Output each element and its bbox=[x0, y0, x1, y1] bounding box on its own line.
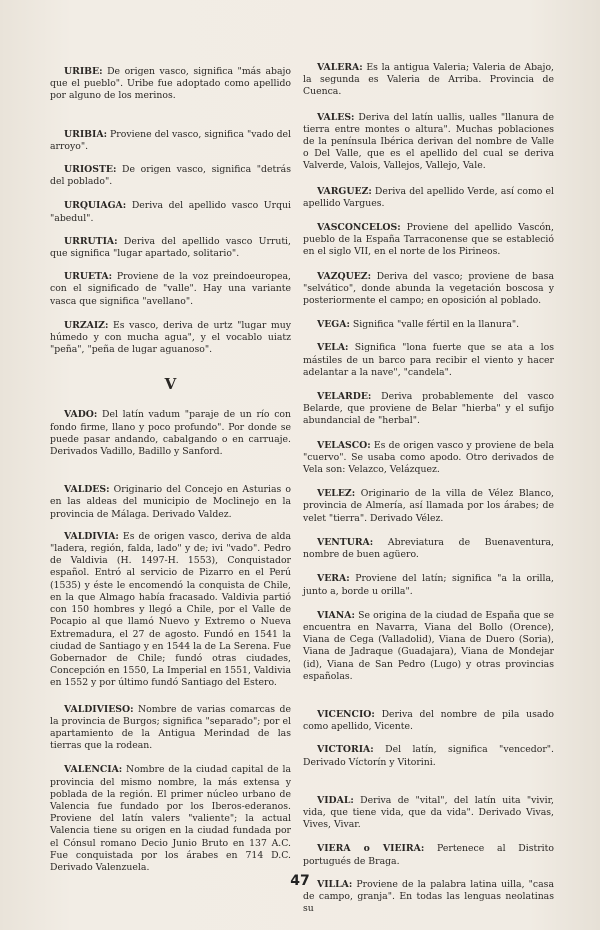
entry-vega bbox=[303, 319, 554, 331]
entry-headword: VALDIVIA: bbox=[64, 530, 119, 542]
entry-headword: URIBE: bbox=[64, 66, 103, 77]
entry-headword: VAZQUEZ: bbox=[317, 270, 372, 282]
entry-text: Significa "valle fértil en la llanura". bbox=[349, 319, 520, 331]
entry-text: Proviene de la voz preindoeuropea, con el significado de "valle". Hay una variante vasca que significa "avellano". bbox=[50, 271, 291, 307]
entry-headword: VELEZ: bbox=[317, 488, 356, 500]
entry-headword: URIOSTE: bbox=[64, 164, 117, 176]
page-number: 47 bbox=[290, 873, 310, 889]
section-letter: V bbox=[164, 375, 177, 394]
entry-headword: VALENCIA: bbox=[64, 764, 123, 776]
entry-text: Proviene del latín; significa "a la orilla, junto a, borde u orilla". bbox=[303, 573, 554, 597]
entry-text: Proviene de la palabra latina uilla, "casa de campo, granja". En todas las lenguas neolatinas su bbox=[303, 878, 554, 915]
entry-headword: URUETA: bbox=[64, 271, 113, 283]
entry-text: Originario de la villa de Vélez Blanco, provincia de Almería, así llamada por los árabes; de velet "tierra". Derivado Vélez. bbox=[303, 488, 554, 524]
entry-text: Nombre de la ciudad capital de la provincia del mismo nombre, la más extensa y poblada de la región. El primer núcleo urbano de Valencia fue fundado por los Iberos-ederanos. Proviene del latín valers "valiente"; la actual Valencia tiene su origen en la ciudad fundada por el Cónsul romano Decio Junio Bruto en 137 A.C. Fue conquistada por los árabes en 714 D.C. Derivado Valenzuela. bbox=[50, 764, 291, 873]
entry-headword: VALDIVIESO: bbox=[64, 703, 134, 715]
entry-urioste bbox=[50, 164, 291, 188]
entry-valera bbox=[303, 62, 554, 99]
entry-headword: URZAIZ: bbox=[64, 319, 109, 331]
entry-text: De origen vasco, significa "más abajo que el pueblo". Uribe fue adoptado como apellido por alguno de los merinos. bbox=[50, 66, 291, 102]
entry-velez bbox=[303, 488, 554, 525]
entry-text: Pertenece al Distrito portugués de Braga. bbox=[303, 843, 554, 867]
entry-viera bbox=[303, 843, 554, 867]
entry-velasco bbox=[303, 440, 554, 477]
entry-vales bbox=[303, 112, 554, 173]
entry-uribia bbox=[50, 129, 291, 153]
entry-valdivieso bbox=[50, 704, 291, 753]
entry-velarde bbox=[303, 391, 554, 428]
entry-vazquez bbox=[303, 271, 554, 308]
entry-text: Deriva del apellido vasco Urruti, que significa "lugar apartado, solitario". bbox=[50, 235, 291, 260]
entry-valencia bbox=[50, 764, 291, 874]
entry-headword: VILLA: bbox=[317, 878, 353, 890]
entry-text: Deriva de "vital", del latín uita "vivir, vida, que tiene vida, que da vida". Derivado Vivas, Vives, Vivar. bbox=[303, 794, 554, 831]
entry-headword: VIERA o VIEIRA: bbox=[317, 843, 425, 855]
entry-urzaiz bbox=[50, 320, 291, 357]
entry-text: Se origina de la ciudad de España que se encuentra en Navarra, Viana del Bollo (Orence), Viana de Cega (Valladolid), Viana de Duero (Soria), Viana de Jadraque (Guadajara), Viana de Mondejar (id), Viana de San Pedro (Lugo) y otras provincias españolas. bbox=[303, 609, 554, 682]
entry-text: Del latín, significa "vencedor". Derivado Víctorín y Vitorini. bbox=[303, 744, 554, 768]
entry-headword: VALES: bbox=[317, 111, 355, 123]
entry-valdivia bbox=[50, 531, 291, 690]
entry-headword: VARGUEZ: bbox=[317, 185, 372, 197]
entry-text: Es de origen vasco y proviene de bela "cuervo". Se usaba como apodo. Otro derivados de Vela son: Velazco, Velázquez. bbox=[303, 439, 554, 476]
entry-valdes bbox=[50, 484, 291, 521]
entry-headword: VELASCO: bbox=[317, 439, 371, 451]
entry-text: Es vasco, deriva de urtz "lugar muy húmedo y con mucha agua", y el vocablo uiatz "peña", "peña de lugar aguanoso". bbox=[50, 319, 291, 356]
entry-text: Nombre de varias comarcas de la provincia de Burgos; significa "separado"; por el apartamiento de la Antigua Merindad de las tierras que la rodean. bbox=[50, 703, 291, 752]
entry-victoria bbox=[303, 744, 554, 768]
entry-text: Deriva del nombre de pila usado como apellido, Vicente. bbox=[303, 708, 554, 733]
entry-vela bbox=[303, 342, 554, 379]
entry-headword: VIANA: bbox=[317, 609, 355, 621]
entry-headword: URQUIAGA: bbox=[64, 200, 127, 212]
entry-text: Deriva probablemente del vasco Belarde, que proviene de Belar "hierba" y el sufijo abundancial de "herbal". bbox=[303, 391, 554, 427]
entry-text: Es de origen vasco, deriva de alda "ladera, región, falda, lado" y de; ivi "vado". Pedro de Valdivia (H. 1497-H. 1553), Conquistador español. Entró al servicio de Pizarro en el Perú (1535) y éste le encomendó la conquista de Chile, en la que Almago había fracasado. Valdivia partió con 150 hombres y llegó a Chile, por el Valle de Pocapio al que llamó Nuevo y Extremo o Nueva Extremadura, el 27 de agosto. Fundó en 1541 la ciudad de Santiago y en 1544 la de La Serena. Fue Gobernador de Chile; fundó otras ciudades, Concepción en 1550, La Imperial en 1551, Valdivia en 1552 y por último fundó Santiago del Estero. bbox=[50, 530, 291, 689]
right-column bbox=[303, 62, 554, 915]
entry-text: Deriva del apellido vasco Urqui "abedul". bbox=[50, 200, 291, 224]
entry-headword: VALDES: bbox=[64, 484, 110, 496]
entry-vado bbox=[50, 409, 291, 458]
entry-text: Proviene del vasco, significa "vado del arroyo". bbox=[50, 128, 291, 152]
entry-text: Significa "lona fuerte que se ata a los mástiles de un barco para recibir el viento y hacer adelantar a la nave", "candela". bbox=[303, 342, 554, 378]
entry-text: Proviene del apellido Vascón, pueblo de la España Tarraconense que se estableció en el siglo VII, en el norte de los Pirineos. bbox=[303, 222, 554, 258]
entry-text: Es la antigua Valeria; Valeria de Abajo, la segunda es Valeria de Arriba. Provincia de Cuenca. bbox=[303, 62, 554, 98]
entry-text: Deriva del vasco; proviene de basa "selvático", donde abunda la vegetación boscosa y posteriormente el campo; en oposición al poblado. bbox=[303, 270, 554, 307]
entry-headword: VICENCIO: bbox=[317, 708, 375, 720]
entry-text: Del latín vadum "paraje de un río con fondo firme, llano y poco profundo". Por donde se puede pasar andando, cabalgando o en carruaje. Derivados Vadillo, Badillo y Sanford. bbox=[50, 409, 291, 458]
entry-text: Originario del Concejo en Asturias o en las aldeas del municipio de Moclinejo en la provincia de Málaga. Derivado Valdez. bbox=[50, 484, 291, 520]
entry-text: Deriva del apellido Verde, así como el apellido Vargues. bbox=[303, 185, 554, 209]
entry-headword: VICTORIA: bbox=[317, 744, 374, 756]
entry-vidal bbox=[303, 795, 554, 832]
entry-headword: VERA: bbox=[317, 573, 350, 585]
entry-headword: VIDAL: bbox=[317, 794, 354, 806]
entry-viana bbox=[303, 610, 554, 683]
left-column bbox=[50, 62, 291, 874]
entry-text: Deriva del latín uallis, ualles "llanura de tierra entre montes o altura". Muchas poblaciones de la península Ibérica derivan del nombre de Valle o Del Valle, que es el apellido del cual se deriva Valverde, Valois, Vallejos, Vallejo, Vale. bbox=[303, 111, 554, 172]
entry-headword: URIBIA: bbox=[64, 128, 108, 140]
entry-headword: VASCONCELOS: bbox=[317, 222, 401, 234]
entry-text: De origen vasco, significa "detrás del poblado". bbox=[50, 164, 291, 188]
entry-headword: URRUTIA: bbox=[64, 235, 118, 247]
entry-urquiaga bbox=[50, 200, 291, 224]
entry-vicencio bbox=[303, 709, 554, 733]
entry-vera bbox=[303, 573, 554, 597]
entry-headword: VENTURA: bbox=[317, 536, 374, 548]
entry-headword: VALERA: bbox=[317, 62, 363, 73]
entry-vasconcelos bbox=[303, 222, 554, 259]
entry-varguez bbox=[303, 186, 554, 210]
entry-urueta bbox=[50, 271, 291, 308]
entry-ventura bbox=[303, 537, 554, 561]
entry-uribe bbox=[50, 66, 291, 103]
entry-headword: VADO: bbox=[64, 409, 98, 421]
entry-headword: VELA: bbox=[317, 342, 349, 354]
entry-text: Abreviatura de Buenaventura, nombre de buen agüero. bbox=[303, 536, 554, 561]
entry-headword: VELARDE: bbox=[317, 391, 372, 403]
entry-headword: VEGA: bbox=[317, 319, 350, 331]
entry-urrutia bbox=[50, 236, 291, 260]
